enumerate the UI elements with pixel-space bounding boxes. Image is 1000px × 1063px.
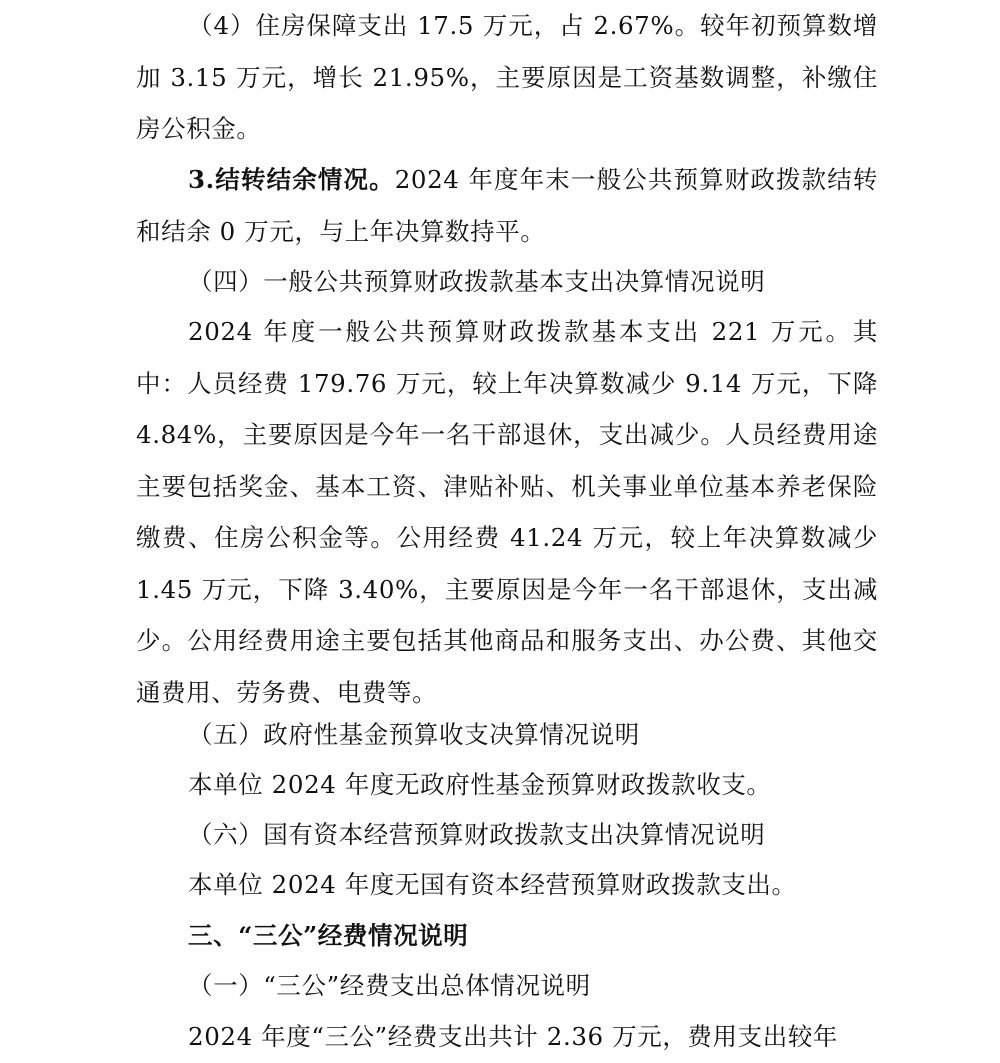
carryover-text: 2024 年度年末一般公共预算财政拨款结转和结余 0 万元，与上年决算数持平。 [136, 165, 878, 246]
paragraph-basic-expenditure: 2024 年度一般公共预算财政拨款基本支出 221 万元。其中：人员经费 179.76 万元，较上年决算数减少 9.14 万元，下降 4.84%，主要原因是今年一名干部退休，支出减少。人员经费用途主要包括奖金、基本工资、津贴补贴、机关事业单位基本养老保险缴费、住房公积金等。公用经费 41.24 万元，较上年决算数减少 1.45 万元，下降 3.40%，主要原因是今年一名干部退休，支出减少。公用经费用途主要包括其他商品和服务支出、办公费、其他交通费用、劳务费、电费等。 [136, 317, 878, 707]
section-heading-4: （四）一般公共预算财政拨款基本支出决算情况说明 [188, 267, 766, 296]
paragraph-three-public-total: 2024 年度“三公”经费支出共计 2.36 万元，费用支出较年 [188, 1022, 839, 1051]
carryover-heading: 3.结转结余情况。 [188, 165, 395, 194]
paragraph-housing-expenditure: （4）住房保障支出 17.5 万元，占 2.67%。较年初预算数增加 3.15 万元，增长 21.95%，主要原因是工资基数调整，补缴住房公积金。 [136, 11, 878, 143]
section-heading-5: （五）政府性基金预算收支决算情况说明 [188, 720, 640, 749]
paragraph-state-capital: 本单位 2024 年度无国有资本经营预算财政拨款支出。 [188, 870, 797, 899]
section-heading-6: （六）国有资本经营预算财政拨款支出决算情况说明 [188, 820, 766, 849]
section-heading-three-public: 三、“三公”经费情况说明 [188, 921, 469, 950]
paragraph-government-fund: 本单位 2024 年度无政府性基金预算财政拨款收支。 [188, 770, 772, 799]
subsection-heading-1: （一）“三公”经费支出总体情况说明 [188, 971, 591, 1000]
paragraph-carryover [136, 154, 878, 257]
